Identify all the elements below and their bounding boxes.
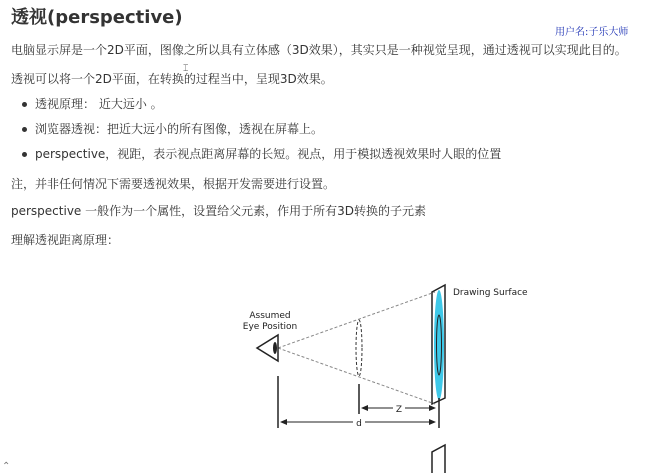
eye-label-line2: Eye Position bbox=[242, 322, 298, 332]
bullet-list bbox=[11, 96, 501, 171]
list-item: 浏览器透视：把近大远小的所有图像，透视在屏幕上。 bbox=[11, 121, 501, 146]
perspective-diagram bbox=[235, 280, 545, 473]
eye-pupil bbox=[273, 342, 277, 354]
surface-label: Drawing Surface bbox=[453, 288, 528, 298]
d-arrow-head bbox=[280, 419, 287, 425]
list-item: perspective，视距，表示视点距离屏幕的长短。视点，用于模拟透视效果时人眼的位置 bbox=[11, 146, 501, 171]
intermediate-plane-outline bbox=[356, 320, 362, 376]
username-watermark: 用户名:子乐大师 bbox=[555, 27, 629, 38]
eye-label-line1: Assumed bbox=[249, 311, 291, 321]
paragraph-perspective-effect: 透视可以将一个2D平面，在转换的过程当中，呈现3D效果。 bbox=[11, 72, 333, 86]
z-arrow-head bbox=[361, 405, 368, 411]
paragraph-note: 注，并非任何情况下需要透视效果，根据开发需要进行设置。 bbox=[11, 177, 336, 191]
paragraph-parent-property: perspective 一般作为一个属性，设置给父元素，作用于所有3D转换的子元素 bbox=[11, 204, 426, 218]
lower-plane-fragment bbox=[432, 445, 445, 473]
d-arrow-tail bbox=[429, 419, 436, 425]
paragraph-distance-heading: 理解透视距离原理： bbox=[11, 233, 120, 247]
list-item: 透视原理： 近大远小 。 bbox=[11, 96, 501, 121]
caret-icon: ⌃ bbox=[2, 461, 11, 472]
paragraph-intro: 电脑显示屏是一个2D平面，图像之所以具有立体感（3D效果），其实只是一种视觉呈现，通过透视可以实现此目的。 bbox=[11, 43, 627, 57]
z-label: Z bbox=[395, 405, 403, 415]
view-ray-bottom bbox=[278, 348, 435, 404]
d-label: d bbox=[356, 419, 362, 429]
page-title: 透视(perspective) bbox=[11, 7, 183, 28]
projected-image-glow bbox=[434, 290, 444, 400]
text-cursor-icon: ⌶ bbox=[183, 64, 189, 74]
z-arrow-tail bbox=[429, 405, 436, 411]
